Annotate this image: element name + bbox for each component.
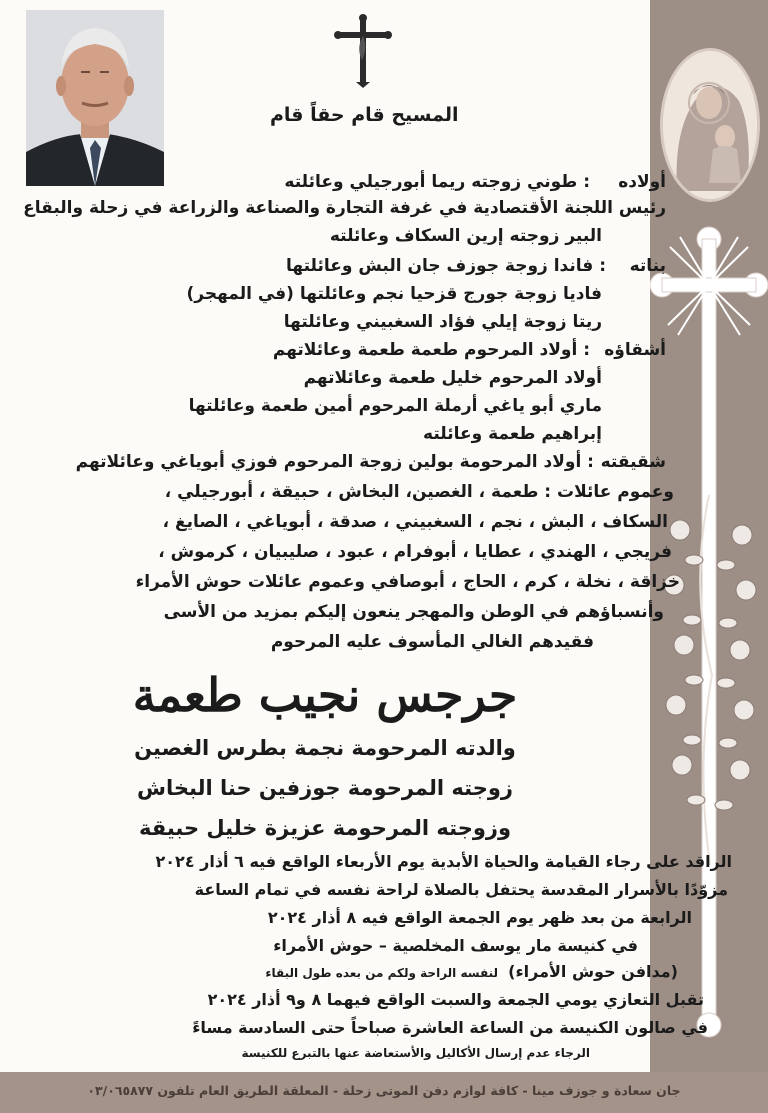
details-line-2: مزوّدًا بالأسرار المقدسة يحتفل بالصلاة لراحة نفسه في تمام الساعة bbox=[194, 880, 728, 899]
sister-line-1: : أولاد المرحومة بولين زوجة المرحوم فوزي أبوياغي وعائلاتهم bbox=[75, 452, 594, 472]
details-line-1: الراقد على رجاء القيامة والحياة الأبدية يوم الأربعاء الواقع فيه ٦ أذار ٢٠٢٤ bbox=[155, 852, 732, 871]
daughters-line-2: فاديا زوجة جورج قزحيا نجم وعائلتها (في المهجر) bbox=[186, 284, 602, 304]
condolences-line-2: في صالون الكنيسة من الساعة العاشرة صباحاً حتى السادسة مساءً bbox=[192, 1018, 708, 1037]
relation-line-1: والدته المرحومة نجمة بطرس الغصين bbox=[134, 736, 516, 760]
families-line-2: السكاف ، البش ، نجم ، السغبيني ، صدقة ، أبوياغي ، الصايغ ، bbox=[162, 512, 668, 532]
brothers-line-2: أولاد المرحوم خليل طعمة وعائلاتهم bbox=[303, 368, 602, 388]
sons-line-1: : طوني زوجته ريما أبورجيلي وعائلته bbox=[284, 172, 590, 192]
daughters-label: بناته bbox=[629, 256, 666, 276]
condolences-line-1: تقبل التعازي يومي الجمعة والسبت الواقع فيهما ٨ و٩ أذار ٢٠٢٤ bbox=[207, 990, 704, 1009]
families-line-6: فقيدهم الغالي المأسوف عليه المرحوم bbox=[270, 632, 594, 652]
brothers-line-4: إبراهيم طعمة وعائلته bbox=[423, 424, 602, 444]
details-line-3: الرابعة من بعد ظهر يوم الجمعة الواقع فيه ٨ أذار ٢٠٢٤ bbox=[267, 908, 692, 927]
daughters-line-3: ريتا زوجة إيلي فؤاد السغبيني وعائلتها bbox=[283, 312, 602, 332]
daughters-line-1: : فاندا زوجة جوزف جان البش وعائلتها bbox=[286, 256, 606, 276]
families-line-4: خزاقة ، نخلة ، كرم ، الحاج ، أبوصافي وعموم عائلات حوش الأمراء bbox=[135, 572, 680, 592]
sons-label: أولاده bbox=[618, 172, 666, 192]
families-line-1: وعموم عائلات : طعمة ، الغصين، البخاش ، حبيقة ، أبورجيلي ، bbox=[164, 482, 674, 502]
brothers-label: أشقاؤه bbox=[604, 340, 666, 360]
sons-line-2: رئيس اللجنة الأقتصادية في غرفة التجارة والصناعة والزراعة في زحلة والبقاع bbox=[23, 198, 666, 218]
cemetery: (مدافن حوش الأمراء) bbox=[508, 962, 678, 981]
families-line-3: فريجي ، الهندي ، عطايا ، أبوفرام ، عبود ، صليبيان ، كرموش ، bbox=[158, 542, 672, 562]
virgin-and-child-icon bbox=[660, 48, 760, 202]
deceased-name: جرجس نجيب طعمة bbox=[132, 668, 518, 722]
sons-line-3: البير زوجته إرين السكاف وعائلته bbox=[329, 226, 602, 246]
relation-line-3: وزوجته المرحومة عزيزة خليل حبيقة bbox=[138, 816, 512, 840]
relation-line-2: زوجته المرحومة جوزفين حنا البخاش bbox=[137, 776, 513, 800]
families-line-5: وأنسباؤهم في الوطن والمهجر ينعون إليكم بمزيد من الأسى bbox=[163, 602, 664, 622]
footer-text: جان سعادة و جوزف مينا - كافة لوازم دفن الموتى زحلة - المعلقة الطريق العام تلفون ٠٣/٠٦٥٨٧٧ bbox=[87, 1083, 681, 1098]
brothers-line-1: : أولاد المرحوم طعمة طعمة وعائلاتهم bbox=[272, 340, 590, 360]
motto: المسيح قام حقاً قام bbox=[270, 104, 459, 126]
cross-icon bbox=[334, 14, 392, 88]
rest-line: لنفسه الراحة ولكم من بعده طول البقاء bbox=[265, 966, 498, 980]
brothers-line-3: ماري أبو ياغي أرملة المرحوم أمين طعمة وعائلتها bbox=[188, 396, 602, 416]
portrait-photo bbox=[26, 10, 164, 186]
sister-label: شقيقته bbox=[600, 452, 666, 472]
flowers-note: الرجاء عدم إرسال الأكاليل والأستعاضة عنها بالتبرع للكنيسة bbox=[241, 1046, 590, 1060]
details-line-4: في كنيسة مار يوسف المخلصية – حوش الأمراء bbox=[273, 936, 638, 955]
